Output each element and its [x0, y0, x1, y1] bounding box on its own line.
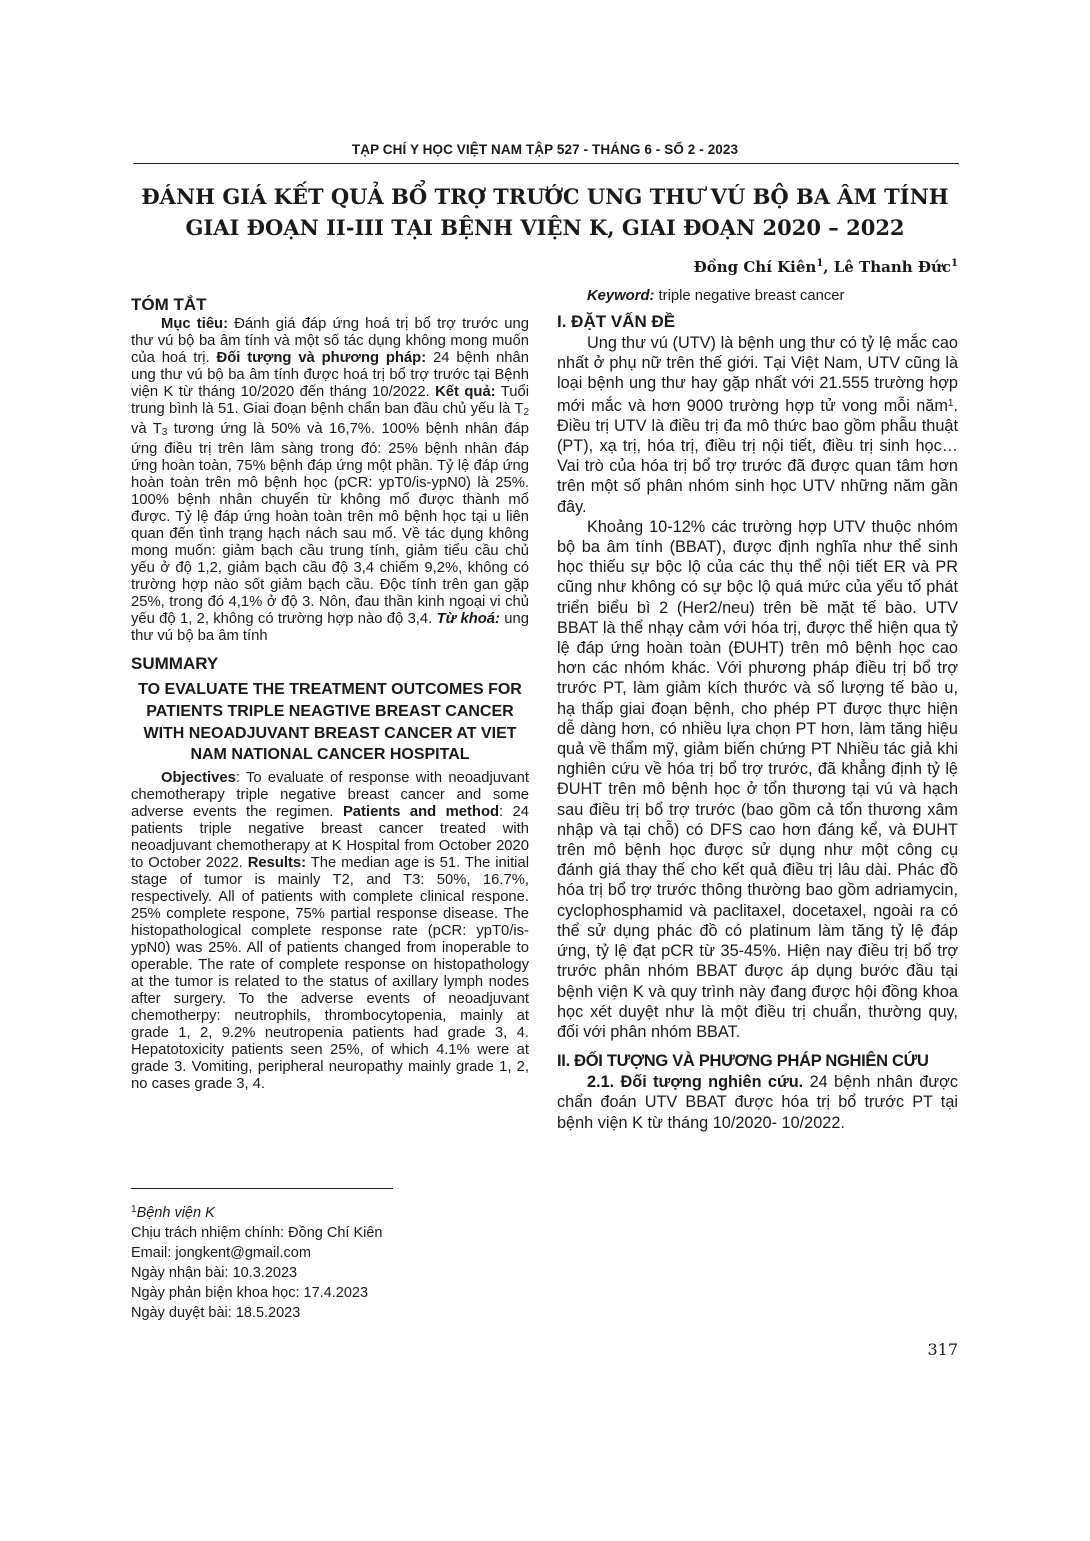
- footnote-reviewed: Ngày phản biện khoa học: 17.4.2023: [131, 1285, 369, 1301]
- author-affiliation-mark: 1: [816, 258, 824, 269]
- results-label: Kết quả:: [435, 384, 496, 400]
- footnote-approved: Ngày duyệt bài: 18.5.2023: [131, 1305, 301, 1321]
- method-label: Đối tượng và phương pháp:: [216, 350, 427, 366]
- footnote-affiliation: [131, 1200, 531, 1223]
- en-keyword-text: triple negative breast cancer: [654, 288, 845, 304]
- footnote-received: Ngày nhận bài: 10.3.2023: [131, 1265, 298, 1281]
- keyword-text: ung thư vú bộ ba âm tính: [131, 611, 529, 644]
- keyword-label: Từ khoá:: [436, 611, 500, 627]
- page-number: 317: [927, 1340, 958, 1359]
- section-1-paragraph-2: Khoảng 10-12% các trường hợp UTV thuộc nhóm bộ ba âm tính (BBAT), được định nghĩa như thể sinh học thiếu sự bộc lộ của các thụ thể nội tiết ER và PR cũng như không có sự bộc lộ quá mức của yếu tố phát triển biểu bì 2 (Her2/neu) trên bề mặt tế bào. UTV BBAT là thể nhạy cảm với hóa trị, được thể hiện qua tỷ lệ đáp ứng hoàn toàn (ĐUHT) trên mô bệnh học cao hơn các nhóm khác. Với phương pháp điều trị bổ trợ trước PT, làm giảm kích thước và số lượng tế bào u, hạ thấp giai đoạn bệnh, cho phép PT được thực hiện dễ dàng hơn, có nhiều lựa chọn PT hơn, làm tăng hiệu quả về thẩm mỹ, giảm biến chứng PT Nhiều tác giả khi nghiên cứu về hóa trị bổ trợ trước, đã khẳng định tỷ lệ ĐUHT trên mô bệnh học ở tổn thương tại vú và hạch sau điều trị bổ trợ trước (bao gồm cả tổn thương xâm nhập và tại chỗ) có DFS cao hơn đáng kể, và ĐUHT trên mô bệnh học được sử dụng như một công cụ đánh giá thay thế cho kết quả điều trị lâu dài. Phác đồ hóa trị bổ trợ trước thông thường bao gồm adriamycin, cyclophosphamid và paclitaxel, docetaxel, ngoài ra có thể sử dụng phác đồ có platinum làm tăng tỷ lệ đáp ứng, tỷ lệ đạt pCR từ 35-45%. Hiện nay điều trị bổ trợ trước phân nhóm BBAT được áp dụng bước đầu tại bệnh viện K và quy trình này đang được hội đồng khoa học xét duyệt như là một điều trị chuẩn, thường quy, đối với phân nhóm BBAT.: [557, 517, 958, 1041]
- vn-abstract-text: [131, 316, 529, 645]
- method-text: 24 bệnh nhân ung thư vú bộ ba âm tính được hoá trị bổ trợ trước tại Bệnh viện K từ tháng 10/2020 đến tháng 10/2022.: [131, 350, 529, 400]
- article-title: [110, 181, 980, 243]
- affiliation-mark: 1: [131, 1204, 137, 1215]
- results-and: và T: [131, 421, 162, 437]
- section-2-paragraph: [557, 1072, 958, 1133]
- citation-mark: 1: [947, 397, 954, 409]
- objective-label: Mục tiêu:: [161, 316, 229, 332]
- author-affiliation-mark: 1: [951, 258, 958, 269]
- journal-header: TẠP CHÍ Y HỌC VIỆT NAM TẬP 527 - THÁNG 6 - SỐ 2 - 2023: [351, 142, 739, 157]
- title-line-2: GIAI ĐOẠN II-III TẠI BỆNH VIỆN K, GIAI ĐOẠN 2020 – 2022: [185, 215, 905, 240]
- results-text: Tuổi trung bình là 51. Giai đoạn bệnh chẩn ban đầu chủ yếu là T: [131, 384, 529, 417]
- english-title: TO EVALUATE THE TREATMENT OUTCOMES FOR PATIENTS TRIPLE NEAGTIVE BREAST CANCER WITH NEOADJUVANT BREAST CANCER AT VIET NAM NATIONAL CANCER HOSPITAL: [138, 681, 522, 764]
- objectives-label: Objectives: [161, 770, 236, 787]
- results-text-en: The median age is 51. The initial stage of tumor is mainly T2, and T3: 50%, 16.7%, respectively. All of patients with complete clinical respone. 25% complete respone, 75% partial response disease. The histopathological complete response rate (pCR: ypT0/is-ypN0) was 25%. All of patients changed from inoperable to operable. The rate of complete response on histopathology at the tumor is related to the status of axillary lymph nodes after surgery. To the adverse events of neoadjuvant chemotherpy: neutrophils, thrombocytopenia, mainly at grade 1, 2, 9.2% neutropenia patients had grade 3, 4. Hepatotoxicity patients seen 25%, of which 4.1% were at grade 3. Vomiting, peripheral neuropathy mainly grade 1, 2, no cases grade 3, 4.: [131, 855, 529, 1093]
- en-keyword-line: [557, 288, 958, 305]
- paragraph-text-cont: . Điều trị UTV là điều trị đa mô thức bao gồm phẫu thuật (PT), xạ trị, hóa trị, điều trị nội tiết, điều trị sinh học…Vai trò của hóa trị bổ trợ trước đã được quan tâm hơn trên một số phân nhóm sinh học UTV những năm gần đây.: [557, 396, 958, 516]
- section-1-paragraph-1: [557, 333, 958, 517]
- author-name: Lê Thanh Đức: [833, 258, 952, 276]
- footnote: [131, 1200, 531, 1323]
- subsection-text: 24 bệnh nhân được chẩn đoán UTV BBAT được hóa trị bổ trước PT tại bệnh viện K từ tháng 10/2020- 10/2022.: [557, 1073, 958, 1132]
- footnote-responsible: Chịu trách nhiệm chính: Đồng Chí Kiên: [131, 1225, 383, 1241]
- results-label-en: Results:: [247, 855, 307, 872]
- header-rule: [133, 163, 959, 164]
- patients-text: : 24 patients triple negative breast cancer treated with neoadjuvant chemotherapy at K Hospital from October 2020 to October 2022.: [131, 804, 529, 872]
- title-line-1: ĐÁNH GIÁ KẾT QUẢ BỔ TRỢ TRƯỚC UNG THƯ VÚ BỘ BA ÂM TÍNH: [141, 184, 949, 209]
- section-1-heading: I. ĐẶT VẤN ĐỀ: [557, 312, 676, 331]
- left-column: [131, 294, 529, 1093]
- affiliation-text: Bệnh viện K: [136, 1205, 215, 1221]
- vn-abstract-heading: TÓM TẮT: [131, 295, 207, 314]
- subscript-2: 2: [523, 407, 529, 418]
- objective-text: Đánh giá đáp ứng hoá trị bổ trợ trước ung thư vú bộ ba âm tính và một số tác dụng không mong muốn của hoá trị.: [131, 316, 529, 366]
- en-abstract-text: [131, 770, 529, 1093]
- en-keyword-label: Keyword:: [587, 288, 655, 304]
- section-2-heading: II. ĐỐI TƯỢNG VÀ PHƯƠNG PHÁP NGHIÊN CỨU: [557, 1052, 929, 1071]
- subsection-label: 2.1. Đối tượng nghiên cứu.: [587, 1073, 804, 1092]
- footnote-rule: [131, 1188, 393, 1189]
- paragraph-text: Ung thư vú (UTV) là bệnh ung thư có tỷ lệ mắc cao nhất ở phụ nữ trên thế giới. Tại Việt Nam, UTV cũng là loại bệnh ung thư hay gặp nhất với 21.555 trường hợp mới mắc và hơn 9000 trường hợp tử vong mỗi năm: [557, 334, 958, 415]
- patients-label: Patients and method: [342, 804, 500, 821]
- footnote-email: Email: jongkent@gmail.com: [131, 1245, 311, 1261]
- author-separator: ,: [823, 258, 834, 276]
- author-name: Đồng Chí Kiên: [693, 258, 817, 276]
- summary-heading: SUMMARY: [131, 654, 219, 673]
- author-list: [500, 258, 958, 276]
- objectives-text: : To evaluate of response with neoadjuvant chemotherapy triple negative breast cancer and some adverse events the regimen.: [131, 770, 529, 821]
- results-text-cont: tương ứng là 50% và 16,7%. 100% bệnh nhân đáp ứng điều trị trên lâm sàng trong đó: 25% bệnh nhân đáp ứng hoàn toàn, 75% bệnh đáp ứng một phần. Tỷ lệ đáp ứng hoàn toàn trên mô bệnh học (pCR: ypT0/is-ypN0) là 25%. 100% bệnh nhân chuyển từ không mổ được thành mổ được. Tỷ lệ đáp ứng hoàn toàn trên mô bệnh học tại u liên quan đến tình trạng hạch nách sau mổ. Về tác dụng không mong muốn: giảm bạch cầu trung tính, giảm tiểu cầu chủ yếu ở độ 1,2, giảm bạch cầu độ 3,4 chiếm 9,2%, không có trường hợp nào sốt giảm bạch cầu. Độc tính trên gan gặp 25%, trong đó 4,1% ở độ 3. Nôn, đau thần kinh ngoại vi chủ yếu độ 1, 2, không có trường hợp nào độ 3,4.: [131, 421, 529, 627]
- subscript-3: 3: [161, 427, 168, 438]
- right-column: [557, 288, 958, 1133]
